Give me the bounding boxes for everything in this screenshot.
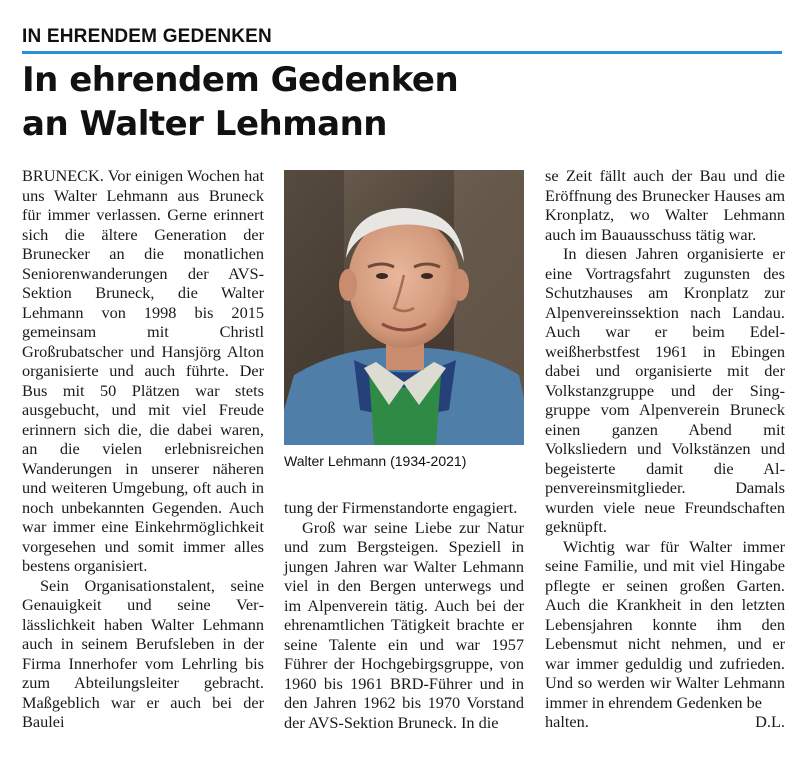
author-signature: D.L. (755, 712, 785, 731)
section-label: IN EHRENDEM GEDENKEN (22, 26, 272, 47)
paragraph: Groß war seine Liebe zur Natur und zum Bergsteigen. Speziell in jungen Jahren war Walter Lehmann viel in den Bergen unterwegs und im Alpenverein tätig. Auch bei der ehrenamtlichen Tätigkeit brachte er seine Talente ein und war 1957 Führer der Hochgebirgsgruppe, von 1960 bis 1961 BRD-Führer und in den Jahren 1962 bis 1970 Vorstand der AVS-Sektion Bruneck. In die (284, 517, 524, 732)
portrait-illustration (284, 170, 524, 445)
paragraph: Wichtig war für Walter immer seine Familie, und mit viel Hingabe pflegte er seinen großen Garten. Auch die Krankheit in den letzten Lebensjahren konnte ihm den Lebensmut nicht nehmen, und er war immer geduldig und zufrieden. Und so werden wir Walter Lehmann immer in ehrendem Gedenken be (545, 536, 785, 712)
paragraph: BRUNECK. Vor einigen Wochen hat uns Walter Lehmann aus Bruneck für immer verlassen. Gerne erinnert sich die ältere Generation der Brunecker an die monatlichen Seniorenwanderungen der AVS-Sektion Bruneck, die Walter Lehmann von 1998 bis 2015 gemeinsam mit Christl Großrubatscher und Hansjörg Alton organisierte und auch führte. Der Bus mit 50 Plätzen war stets ausgebucht, und mit viel Freude erinnern sich die, die dabei waren, an die vielen erlebnisreichen Wanderungen in unserer näheren und weiteren Umgebung, oft auch in noch unbekannten Gegenden. Auch war immer eine Einkehrmöglichkeit vorgesehen und somit immer alles bestens organisiert. (22, 166, 264, 575)
paragraph: tung der Firmenstandorte engagiert. (284, 498, 518, 517)
closing-line (545, 712, 785, 732)
paragraph: In diesen Jahren organisierte er eine Vortragsfahrt zugunsten des Schutzhauses am Kronplatz zur Alpenvereinssektion nach Landau. Auch war er beim Edelweißherbstfest 1961 in Ebingen dabei und organisierte mit der Volkstanzgruppe und der Singgruppe vom Alpenverein Bruneck einen ganzen Abend mit Volksliedern und Volkstänzen und begeisterte damit die Alpenvereinsmitglieder. Damals wurden viele neue Freundschaften geknüpft. (545, 244, 785, 536)
headline-line-2: an Walter Lehmann (22, 104, 388, 144)
portrait-photo (284, 170, 524, 445)
photo-caption: Walter Lehmann (1934-2021) (284, 453, 467, 469)
headline-line-1: In ehrendem Gedenken (22, 60, 459, 100)
article-column-3 (545, 166, 785, 732)
paragraph: Sein Organisationstalent, seine Genauigkeit und seine Verlässlichkeit haben Walter Lehmann auch in seinem Berufsleben in der Firma Innerhofer vom Lehrling bis zum Abteilungsleiter gebracht. Maßgeblich war er auch bei der Baulei (22, 575, 264, 731)
article-column-2 (284, 498, 524, 732)
article-column-1 (22, 166, 264, 732)
article-headline (22, 58, 782, 146)
section-divider (22, 51, 782, 54)
closing-word: halten. (545, 712, 589, 731)
paragraph: se Zeit fällt auch der Bau und die Eröffnung des Brunecker Hauses am Kronplatz, wo Walter Lehmann auch im Bauausschuss tätig war. (545, 166, 785, 244)
